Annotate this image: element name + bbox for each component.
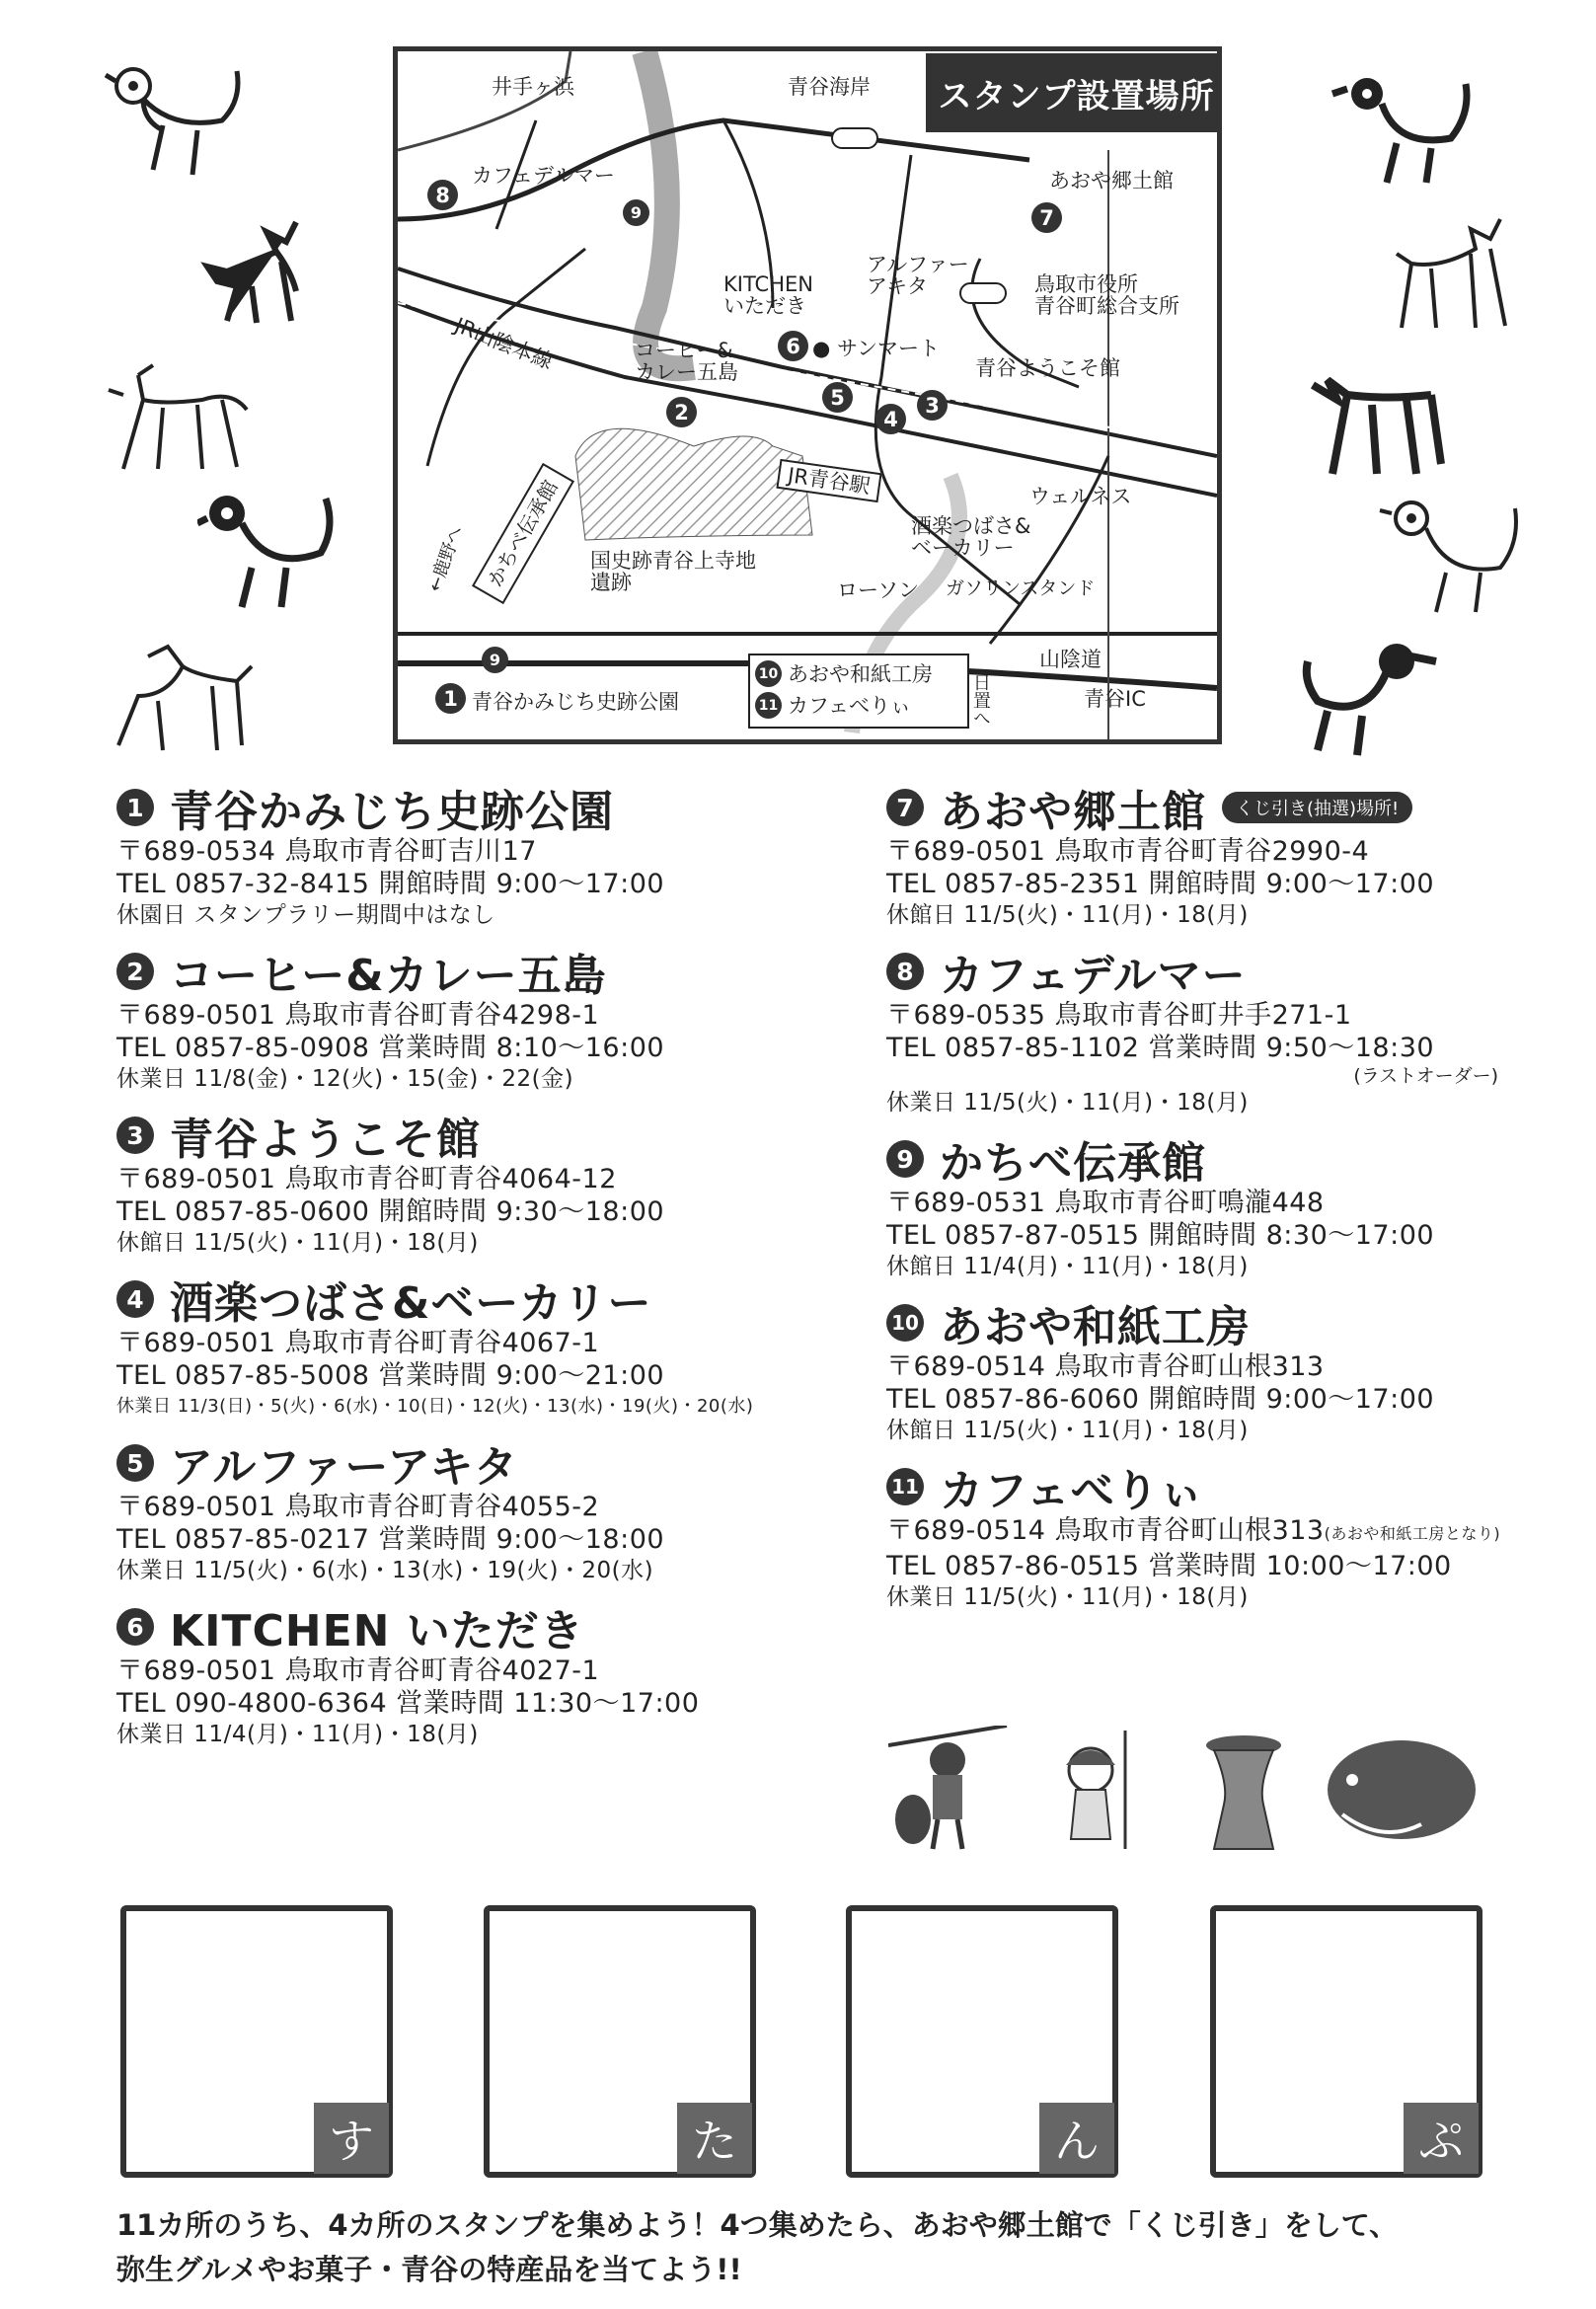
entry-closed: 休業日 11/5(火)・6(水)・13(水)・19(火)・20(水) (116, 1558, 654, 1583)
entry-tel: TEL 0857-85-1102 営業時間 9:50～18:30 (886, 1033, 1435, 1063)
map-label-cafe-delmar: カフェデルマー (472, 164, 615, 188)
entry-tel: TEL 0857-85-0908 営業時間 8:10～16:00 (116, 1033, 665, 1063)
entry-1 (116, 780, 847, 930)
map-roads (398, 51, 1217, 739)
map-marker-8: 8 (427, 180, 458, 210)
turtle-character-icon (1328, 1740, 1476, 1839)
entry-name: 酒楽つばさ&ベーカリー (170, 1278, 652, 1329)
entry-address: 〒689-0534 鳥取市青谷町吉川17 (116, 836, 537, 867)
entry-tel: TEL 0857-85-2351 開館時間 9:00～17:00 (886, 869, 1435, 899)
entry-name: かちべ伝承館 (940, 1138, 1206, 1189)
entry-last-order-note: (ラストオーダー) (1353, 1065, 1498, 1087)
entry-number: 8 (886, 953, 924, 990)
entry-closed: 休館日 11/5(火)・11(月)・18(月) (116, 1230, 479, 1256)
entry-number: 2 (116, 953, 154, 990)
entry-number: 7 (886, 789, 924, 826)
map-label-kitchen: KITCHEN いただき (723, 272, 813, 319)
pottery-jar-icon (1206, 1735, 1281, 1849)
stamp-label: ん (1039, 2103, 1114, 2174)
entry-name: あおや和紙工房 (940, 1302, 1251, 1352)
entry-6 (116, 1599, 847, 1749)
map-label-shiyakusho: 鳥取市役所 青谷町総合支所 (1034, 272, 1179, 319)
map-marker-5: 5 (822, 382, 853, 413)
entry-name: アルファーアキタ (170, 1442, 518, 1493)
entry-10 (886, 1295, 1577, 1445)
stamp-label: す (314, 2103, 389, 2174)
map-label-kamijichi: 青谷かみじち史跡公園 (472, 690, 679, 714)
bird-black-drawing-icon (197, 484, 336, 612)
route-9-marker: 9 (623, 199, 649, 226)
map-label-youkoso: 青谷ようこそ館 (975, 356, 1120, 380)
map-label-aoyakaigan: 青谷海岸 (788, 75, 871, 99)
map-label-berry: カフェべりぃ (788, 694, 911, 718)
stamp-box-3[interactable] (846, 1905, 1118, 2178)
entry-name: コーヒー&カレー五島 (170, 951, 607, 1001)
footer-instructions (116, 2203, 1538, 2292)
deer-outline-drawing-icon (104, 360, 252, 479)
deer-black-right-drawing-icon (1298, 365, 1446, 484)
map-marker-6: 6 (778, 331, 808, 361)
entry-name: 青谷かみじち史跡公園 (170, 787, 614, 837)
map-label-wellness: ウェルネス (1029, 485, 1132, 508)
map-label-aoya-ic: 青谷IC (1084, 687, 1146, 711)
map-marker-4: 4 (875, 404, 906, 434)
entry-address: 〒689-0501 鳥取市青谷町青谷4027-1 (116, 1655, 600, 1686)
girl-character-icon (1066, 1731, 1125, 1849)
deer-drawing-icon (197, 212, 326, 331)
map-marker-10: 10 (755, 660, 782, 687)
deer-outline-right-drawing-icon (1382, 209, 1530, 338)
stamp-box-2[interactable] (484, 1905, 756, 2178)
entry-closed: 休業日 11/4(月)・11(月)・18(月) (116, 1722, 479, 1747)
mascot-characters-illustration (888, 1726, 1490, 1854)
entry-tel: TEL 0857-86-6060 開館時間 9:00～17:00 (886, 1384, 1435, 1415)
map-label-iteigahama: 井手ヶ浜 (492, 75, 574, 99)
entry-closed: 休館日 11/5(火)・11(月)・18(月) (886, 1418, 1249, 1443)
entry-address-note: (あおや和紙工房となり) (1324, 1524, 1501, 1543)
bird-outline-right-drawing-icon (1377, 489, 1525, 617)
entry-address: 〒689-0531 鳥取市青谷町鳴瀧448 (886, 1188, 1325, 1218)
map-marker-3: 3 (917, 390, 948, 421)
entry-tel: TEL 090-4800-6364 営業時間 11:30～17:00 (116, 1688, 700, 1719)
entry-name: カフェデルマー (940, 951, 1247, 1001)
entry-address: 〒689-0501 鳥取市青谷町青谷4055-2 (116, 1492, 600, 1522)
lottery-location-badge: くじ引き(抽選)場所! (1222, 792, 1412, 823)
left-column (116, 780, 847, 1763)
stamp-box-4[interactable] (1210, 1905, 1482, 2178)
map-marker-1: 1 (435, 683, 466, 714)
stamp-label: ぷ (1404, 2103, 1479, 2174)
entry-3 (116, 1108, 847, 1258)
warrior-character-icon (888, 1726, 1007, 1849)
entry-7 (886, 780, 1577, 930)
map-label-jr-station: JR青谷駅 (776, 459, 881, 502)
bird-crested-right-drawing-icon (1298, 632, 1456, 760)
map-label-coffee: コーヒー& カレー五島 (635, 339, 738, 385)
map-label-gas: ガソリンスタンド (946, 577, 1096, 599)
entry-closed: 休業日 11/8(金)・12(火)・15(金)・22(金) (116, 1066, 574, 1092)
entry-tel: TEL 0857-32-8415 開館時間 9:00～17:00 (116, 869, 665, 899)
entry-closed: 休業日 11/5(火)・11(月)・18(月) (886, 1584, 1249, 1610)
footer-line-2: 弥生グルメやお菓子・青谷の特産品を当てよう!! (116, 2253, 742, 2286)
map-label-sanindo: 山陰道 (1039, 648, 1102, 671)
entry-closed: 休館日 11/4(月)・11(月)・18(月) (886, 1254, 1249, 1279)
entry-tel: TEL 0857-85-0217 営業時間 9:00～18:00 (116, 1524, 665, 1555)
entry-number: 3 (116, 1116, 154, 1154)
footer-line-1: 11カ所のうち、4カ所のスタンプを集めよう！4つ集めたら、あおや郷土館で「くじ引き」をして、 (116, 2208, 1399, 2242)
bird-black-right-drawing-icon (1328, 69, 1476, 188)
stamp-box-1[interactable] (120, 1905, 393, 2178)
entry-name: KITCHEN いただき (170, 1606, 584, 1656)
entry-number: 4 (116, 1280, 154, 1318)
map-banner: スタンプ設置場所 (926, 53, 1222, 132)
map-label-shuraku: 酒楽つばさ& ベーカリー (911, 514, 1031, 561)
map-label-washi: あおや和紙工房 (788, 662, 933, 686)
entry-address-text: 〒689-0514 鳥取市青谷町山根313 (886, 1515, 1325, 1546)
entry-closed: 休園日 スタンプラリー期間中はなし (116, 902, 495, 928)
entry-tel: TEL 0857-85-0600 開館時間 9:30～18:00 (116, 1196, 665, 1227)
entry-number: 10 (886, 1304, 924, 1342)
entry-number: 5 (116, 1444, 154, 1482)
entry-name: 青谷ようこそ館 (170, 1115, 481, 1165)
entry-8 (886, 944, 1577, 1117)
entry-address: 〒689-0501 鳥取市青谷町青谷2990-4 (886, 836, 1370, 867)
entry-closed: 休業日 11/5(火)・11(月)・18(月) (886, 1090, 1249, 1116)
map-label-kachibe: かちべ伝承館 (472, 463, 574, 604)
map-label-shiseki: 国史跡青谷上寺地 遺跡 (590, 549, 756, 595)
entry-address: 〒689-0514 鳥取市青谷町山根313 (886, 1351, 1325, 1382)
map-label-kyodokan: あおや郷土館 (1049, 169, 1174, 192)
map-marker-11: 11 (755, 692, 782, 719)
map-label-lawson: ローソン (837, 578, 920, 602)
entry-closed: 休館日 11/5(火)・11(月)・18(月) (886, 902, 1249, 928)
entry-address: 〒689-0535 鳥取市青谷町井手271-1 (886, 1000, 1352, 1031)
map-label-kachibe-direction: ←鹿野へ (423, 523, 468, 595)
right-column (886, 780, 1577, 1626)
entry-closed: 休業日 11/3(日)・5(火)・6(水)・10(日)・12(火)・13(水)・19(火)・20(水) (116, 1396, 754, 1417)
entry-4 (116, 1271, 847, 1422)
entry-2 (116, 944, 847, 1094)
map-label-hioki: 日置へ (969, 673, 991, 727)
entry-tel: TEL 0857-85-5008 営業時間 9:00～21:00 (116, 1360, 665, 1391)
stamp-label: た (677, 2103, 752, 2174)
entry-name: あおや郷土館 (940, 787, 1206, 837)
map-label-sunmart: ● サンマート (812, 337, 940, 360)
entry-address: 〒689-0501 鳥取市青谷町青谷4067-1 (116, 1328, 600, 1358)
entry-number: 9 (886, 1140, 924, 1178)
map-marker-7: 7 (1031, 202, 1062, 233)
entry-number: 6 (116, 1608, 154, 1646)
route-9-marker-south: 9 (482, 647, 508, 673)
entry-name: カフェべりぃ (940, 1466, 1204, 1516)
entry-11 (886, 1459, 1577, 1612)
stamp-location-map (393, 46, 1222, 744)
entry-tel: TEL 0857-87-0515 開館時間 8:30～17:00 (886, 1220, 1435, 1251)
entry-5 (116, 1435, 847, 1585)
map-label-jr-line: JR山陰本線 (451, 313, 557, 374)
entry-address: 〒689-0501 鳥取市青谷町青谷4298-1 (116, 1000, 600, 1031)
entry-address (886, 1514, 1577, 1550)
map-label-alpha: アルファー アキタ (867, 253, 969, 299)
entry-tel: TEL 0857-86-0515 営業時間 10:00～17:00 (886, 1551, 1452, 1581)
entry-address: 〒689-0501 鳥取市青谷町青谷4064-12 (116, 1164, 617, 1194)
map-marker-2: 2 (666, 397, 697, 427)
entry-number: 11 (886, 1468, 924, 1505)
dog-outline-drawing-icon (109, 637, 257, 755)
entry-9 (886, 1131, 1577, 1281)
bird-drawing-icon (104, 61, 252, 180)
entry-number: 1 (116, 789, 154, 826)
